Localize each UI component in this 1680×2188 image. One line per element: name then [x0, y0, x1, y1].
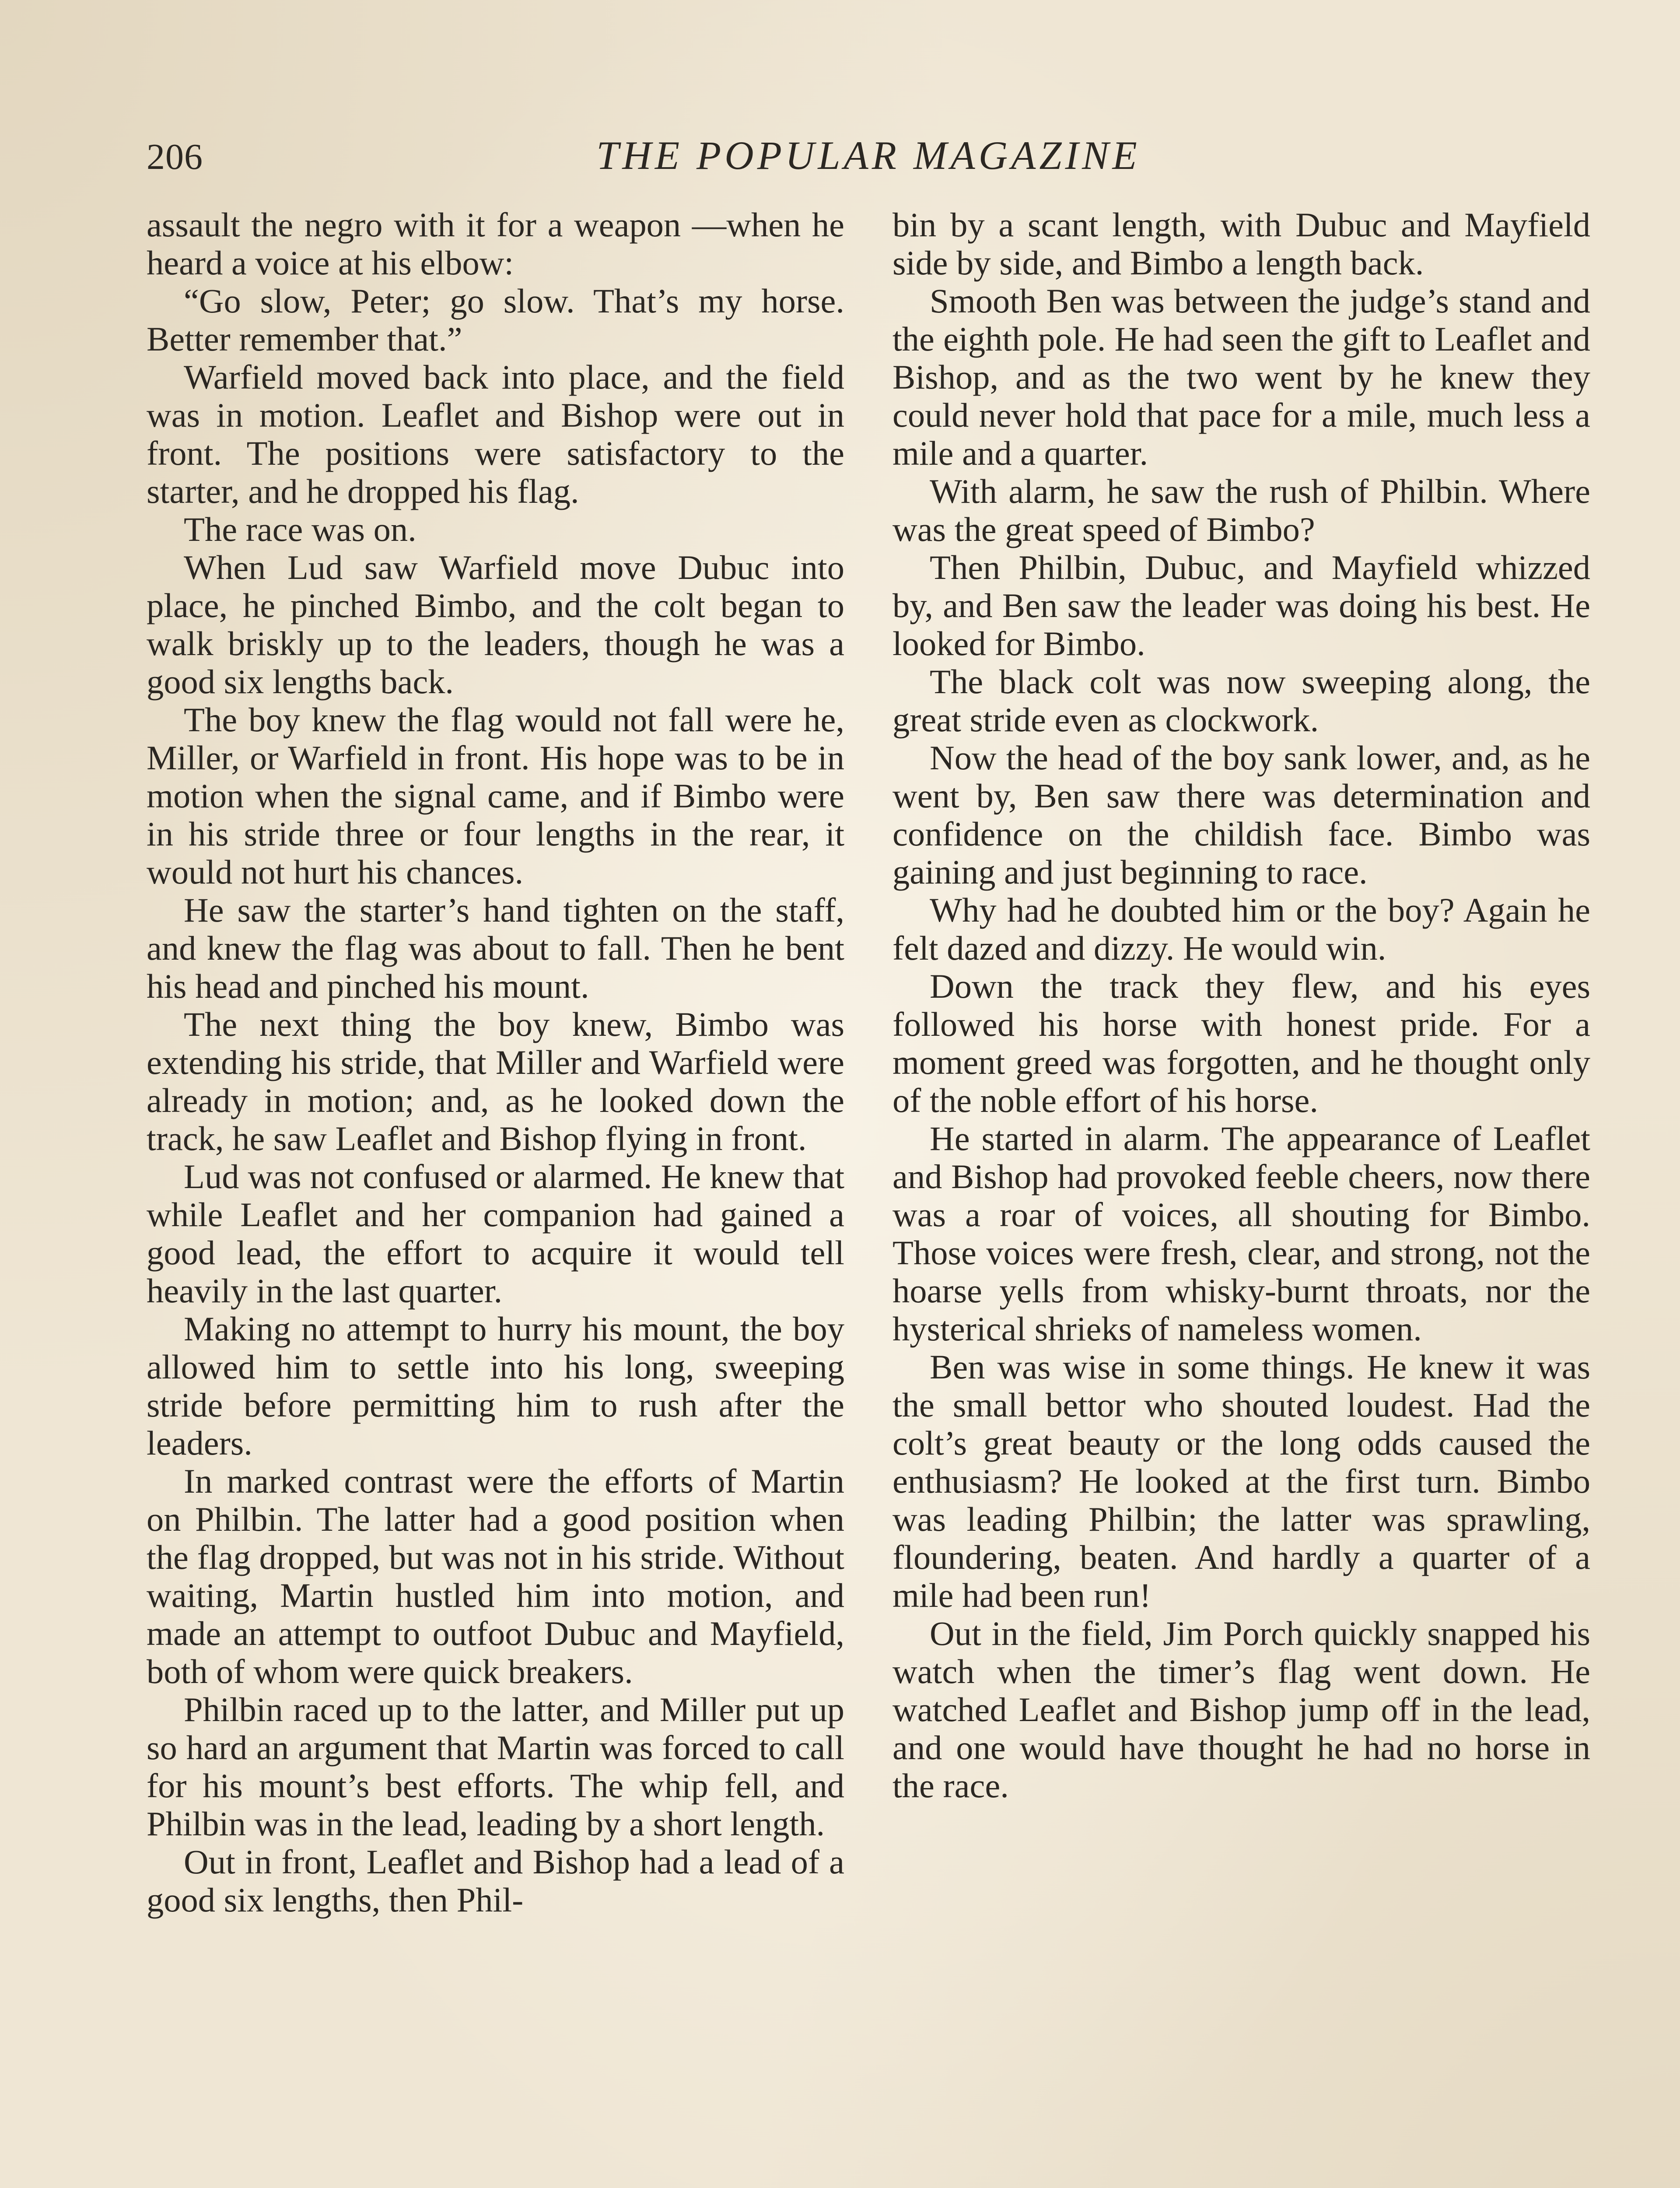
paragraph: assault the negro with it for a weapon —when he heard a voice at his elbow: [147, 206, 844, 282]
paragraph: bin by a scant length, with Dubuc and Mayfield side by side, and Bimbo a length back. [892, 206, 1590, 282]
paragraph: Smooth Ben was between the judge’s stand and the eighth pole. He had seen the gift to Leaflet and Bishop, and as the two went by he knew they could never hold that pace for a mile, much less a mile and a quarter. [892, 282, 1590, 472]
paragraph: Lud was not confused or alarmed. He knew that while Leaflet and her companion had gained a good lead, the effort to acquire it would tell heavily in the last quarter. [147, 1157, 844, 1310]
page-number: 206 [147, 137, 203, 177]
paragraph: Then Philbin, Dubuc, and Mayfield whizzed by, and Ben saw the leader was doing his best. He looked for Bimbo. [892, 548, 1590, 663]
paragraph: Philbin raced up to the latter, and Miller put up so hard an argument that Martin was forced to call for his mount’s best efforts. The whip fell, and Philbin was in the lead, leading by a short length. [147, 1690, 844, 1843]
paragraph: Making no attempt to hurry his mount, the boy allowed him to settle into his long, sweeping stride before permitting him to rush after the leaders. [147, 1310, 844, 1462]
paragraph: The race was on. [184, 510, 416, 548]
right-column [892, 206, 1590, 1919]
paragraph: He saw the starter’s hand tighten on the staff, and knew the flag was about to fall. Then he bent his head and pinched his mount. [147, 891, 844, 1005]
paragraph: The next thing the boy knew, Bimbo was extending his stride, that Miller and Warfield were already in motion; and, as he looked down the track, he saw Leaflet and Bishop flying in front. [147, 1005, 844, 1157]
paragraph: The black colt was now sweeping along, the great stride even as clockwork. [892, 663, 1590, 739]
text-columns [147, 206, 1590, 1919]
paragraph: In marked contrast were the efforts of Martin on Philbin. The latter had a good position when the flag dropped, but was not in his stride. Without waiting, Martin hustled him into motion, and made an attempt to outfoot Dubuc and Mayfield, both of whom were quick breakers. [147, 1462, 844, 1690]
paragraph: Now the head of the boy sank lower, and, as he went by, Ben saw there was determination and confidence on the childish face. Bimbo was gaining and just beginning to race. [892, 739, 1590, 891]
paragraph: “Go slow, Peter; go slow. That’s my horse. Better remember that.” [147, 282, 844, 358]
paragraph: Out in front, Leaflet and Bishop had a lead of a good six lengths, then Phil- [147, 1843, 844, 1919]
left-column [147, 206, 844, 1919]
running-head: THE POPULAR MAGAZINE [596, 133, 1141, 178]
paragraph: Why had he doubted him or the boy? Again he felt dazed and dizzy. He would win. [892, 891, 1590, 967]
paragraph: When Lud saw Warfield move Dubuc into place, he pinched Bimbo, and the colt began to walk briskly up to the leaders, though he was a good six lengths back. [147, 548, 844, 701]
paragraph: He started in alarm. The appearance of Leaflet and Bishop had provoked feeble cheers, now there was a roar of voices, all shouting for Bimbo. Those voices were fresh, clear, and strong, not the hoarse yells from whisky-burnt throats, nor the hysterical shrieks of nameless women. [892, 1119, 1590, 1348]
paragraph: The boy knew the flag would not fall were he, Miller, or Warfield in front. His hope was to be in motion when the signal came, and if Bimbo were in his stride three or four lengths in the rear, it would not hurt his chances. [147, 701, 844, 891]
page-header [147, 127, 1590, 193]
paragraph: Ben was wise in some things. He knew it was the small bettor who shouted loudest. Had the colt’s great beauty or the long odds caused the enthusiasm? He looked at the first turn. Bimbo was leading Philbin; the latter was sprawling, floundering, beaten. And hardly a quarter of a mile had been run! [892, 1348, 1590, 1614]
paragraph: Warfield moved back into place, and the field was in motion. Leaflet and Bishop were out in front. The positions were satisfactory to the starter, and he dropped his flag. [147, 358, 844, 510]
paragraph: Down the track they flew, and his eyes followed his horse with honest pride. For a moment greed was forgotten, and he thought only of the noble effort of his horse. [892, 967, 1590, 1119]
paragraph: Out in the field, Jim Porch quickly snapped his watch when the timer’s flag went down. He watched Leaflet and Bishop jump off in the lead, and one would have thought he had no horse in the race. [892, 1614, 1590, 1805]
paragraph: With alarm, he saw the rush of Philbin. Where was the great speed of Bimbo? [892, 472, 1590, 548]
